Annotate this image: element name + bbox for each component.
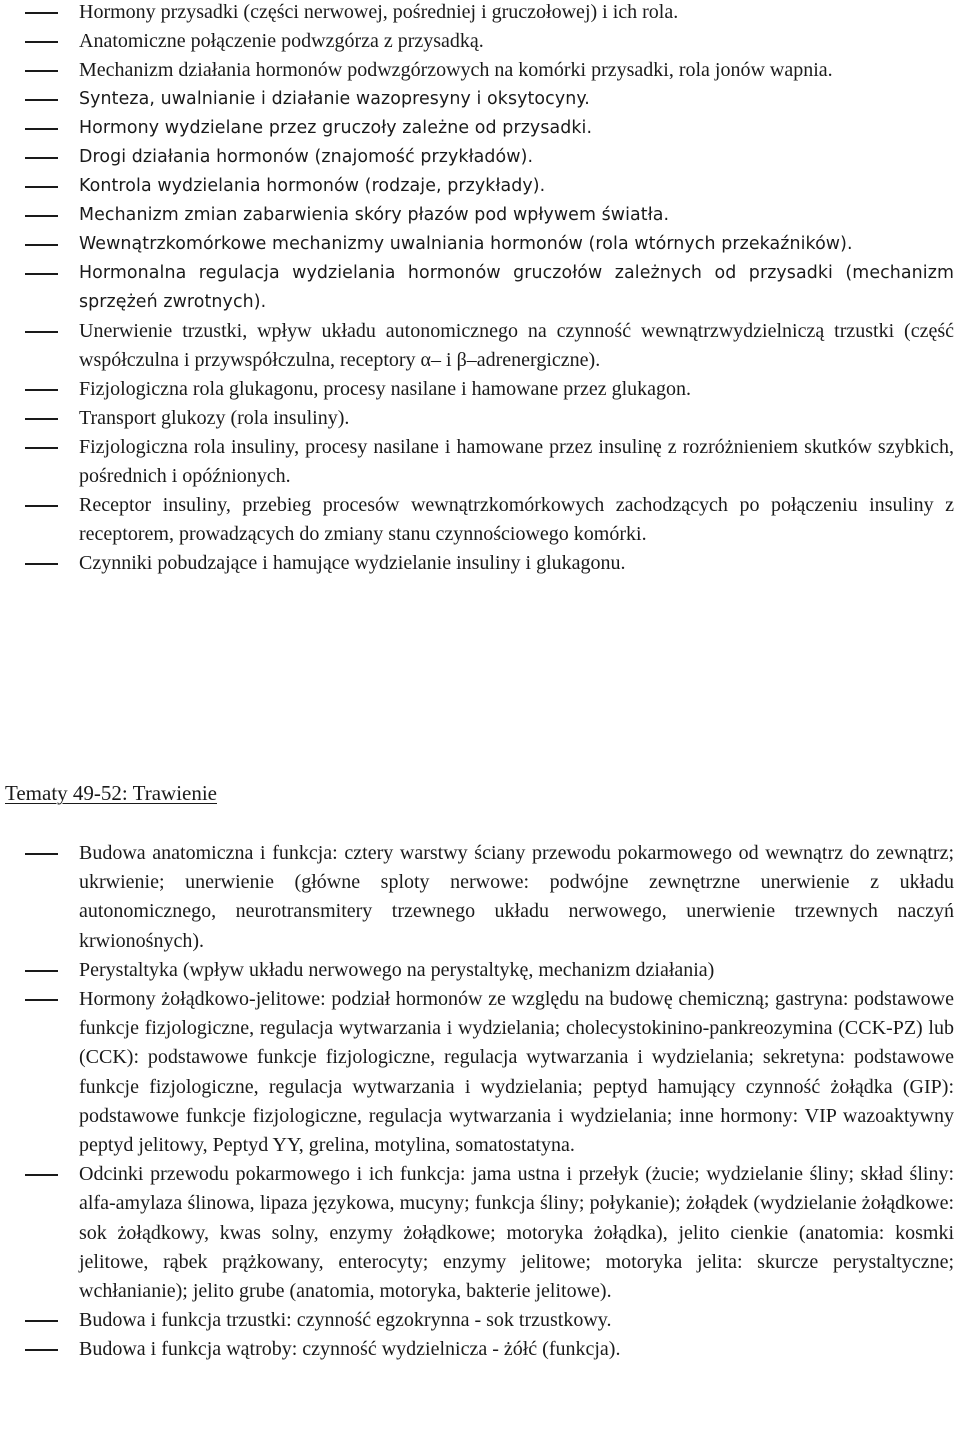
list-item-text: Anatomiczne połączenie podwzgórza z przysadką. — [79, 30, 484, 52]
dash-bullet — [25, 157, 58, 159]
dash-bullet — [25, 128, 58, 130]
list-item — [0, 491, 960, 549]
list-item-text: Unerwienie trzustki, wpływ układu autonomicznego na czynność wewnątrzwydzielniczą trzustki (część współczulna i przywspółczulna, receptory α– i β–adrenergiczne). — [79, 320, 954, 371]
dash-bullet — [25, 1349, 58, 1351]
dash-bullet — [25, 418, 58, 420]
list-item-text: Fizjologiczna rola glukagonu, procesy nasilane i hamowane przez glukagon. — [79, 378, 692, 400]
dash-bullet — [25, 447, 58, 449]
dash-bullet — [25, 41, 58, 43]
dash-bullet — [25, 999, 58, 1001]
list-item-text: Odcinki przewodu pokarmowego i ich funkcja: jama ustna i przełyk (żucie; wydzielanie śliny; skład śliny: alfa-amylaza ślinowa, lipaza językowa, mucyny; funkcja śliny; połykanie); żołądek (wydzielanie żołądkowe: sok żołądkowy, kwas solny, enzymy żołądkowe; motoryka żołądka), jelito cienkie (anatomia: kosmki jelitowe, rąbek prążkowany, enterocyty; enzymy jelitowe; motoryka jelita: skurcze perystaltyczne; wchłanianie); jelito grube (anatomia, motoryka, bakterie jelitowe). — [79, 1163, 954, 1303]
dash-bullet — [25, 1174, 58, 1176]
topics-list-endocrine — [0, 0, 960, 578]
list-item — [0, 375, 960, 404]
list-item-text: Mechanizm zmian zabarwienia skóry płazów pod wpływem światła. — [79, 205, 670, 225]
dash-bullet — [25, 970, 58, 972]
list-item-text: Budowa anatomiczna i funkcja: cztery warstwy ściany przewodu pokarmowego od wewnątrz do zewnątrz; ukrwienie; unerwienie (główne sploty nerwowe: podwójne zewnętrzne unerwienie z układu autonomicznego, neurotransmitery trzewnego układu nerwowego, unerwienie trzewnych naczyń krwionośnych). — [79, 842, 954, 952]
list-item-text: Budowa i funkcja trzustki: czynność egzokrynna - sok trzustkowy. — [79, 1309, 612, 1332]
list-item-text: Receptor insuliny, przebieg procesów wewnątrzkomórkowych zachodzących po połączeniu insuliny z receptorem, prowadzących do zmiany stanu czynnościowego komórki. — [79, 494, 954, 545]
list-item-text: Hormony wydzielane przez gruczoły zależne od przysadki. — [79, 118, 593, 138]
dash-bullet — [25, 244, 58, 246]
list-item — [0, 143, 960, 172]
dash-bullet — [25, 273, 58, 275]
list-item — [0, 56, 960, 85]
dash-bullet — [25, 505, 58, 507]
list-item-text: Czynniki pobudzające i hamujące wydzielanie insuliny i glukagonu. — [79, 552, 626, 574]
dash-bullet — [25, 70, 58, 72]
list-item-text: Transport glukozy (rola insuliny). — [79, 407, 350, 429]
section-heading: Tematy 49-52: Trawienie — [5, 781, 217, 805]
list-item — [0, 1160, 960, 1306]
list-item — [0, 259, 960, 317]
dash-bullet — [25, 331, 58, 333]
list-item — [0, 85, 960, 114]
topics-list-digestion — [0, 839, 960, 1365]
list-item-text: Synteza, uwalnianie i działanie wazopresyny i oksytocyny. — [79, 89, 590, 109]
list-item — [0, 1306, 960, 1335]
list-item — [0, 201, 960, 230]
dash-bullet — [25, 853, 58, 855]
list-item — [0, 985, 960, 1160]
dash-bullet — [25, 12, 58, 14]
dash-bullet — [25, 99, 58, 101]
list-item — [0, 549, 960, 578]
list-item-text: Mechanizm działania hormonów podwzgórzowych na komórki przysadki, rola jonów wapnia. — [79, 59, 833, 81]
list-item-text: Hormonalna regulacja wydzielania hormonów gruczołów zależnych od przysadki (mechanizm sprzężeń zwrotnych). — [79, 263, 954, 312]
list-item-text: Fizjologiczna rola insuliny, procesy nasilane i hamowane przez insulinę z rozróżnieniem skutków szybkich, pośrednich i opóźnionych. — [79, 436, 954, 487]
list-item — [0, 317, 960, 375]
dash-bullet — [25, 215, 58, 217]
dash-bullet — [25, 563, 58, 565]
list-item — [0, 114, 960, 143]
dash-bullet — [25, 389, 58, 391]
list-item-text: Hormony żołądkowo-jelitowe: podział hormonów ze względu na budowę chemiczną; gastryna: podstawowe funkcje fizjologiczne, regulacja wytwarzania i wydzielania; cholecystokinino-pankreozymina (CCK-PZ) lub (CCK): podstawowe funkcje fizjologiczne, regulacja wytwarzania i wydzielania; sekretyna: podstawowe funkcje fizjologiczne, regulacja wytwarzania i wydzielania; peptyd hamujący czynność żołądka (GIP): podstawowe funkcje fizjologiczne, regulacja wytwarzania i wydzielania; inne hormony: VIP wazoaktywny peptyd jelitowy, Peptyd YY, grelina, motylina, somatostatyna. — [79, 988, 954, 1157]
list-item — [0, 230, 960, 259]
dash-bullet — [25, 186, 58, 188]
list-item — [0, 956, 960, 985]
list-item — [0, 433, 960, 491]
dash-bullet — [25, 1320, 58, 1322]
list-item — [0, 404, 960, 433]
list-item — [0, 839, 960, 956]
list-item-text: Perystaltyka (wpływ układu nerwowego na perystaltykę, mechanizm działania) — [79, 958, 715, 981]
list-item — [0, 0, 960, 27]
list-item-text: Wewnątrzkomórkowe mechanizmy uwalniania hormonów (rola wtórnych przekaźników). — [79, 234, 853, 254]
list-item-text: Drogi działania hormonów (znajomość przykładów). — [79, 147, 534, 167]
list-item — [0, 1335, 960, 1364]
list-item-text: Kontrola wydzielania hormonów (rodzaje, przykłady). — [79, 176, 546, 196]
list-item — [0, 27, 960, 56]
list-item-text: Hormony przysadki (części nerwowej, pośredniej i gruczołowej) i ich rola. — [79, 1, 679, 23]
list-item — [0, 172, 960, 201]
list-item-text: Budowa i funkcja wątroby: czynność wydzielnicza - żółć (funkcja). — [79, 1338, 621, 1361]
